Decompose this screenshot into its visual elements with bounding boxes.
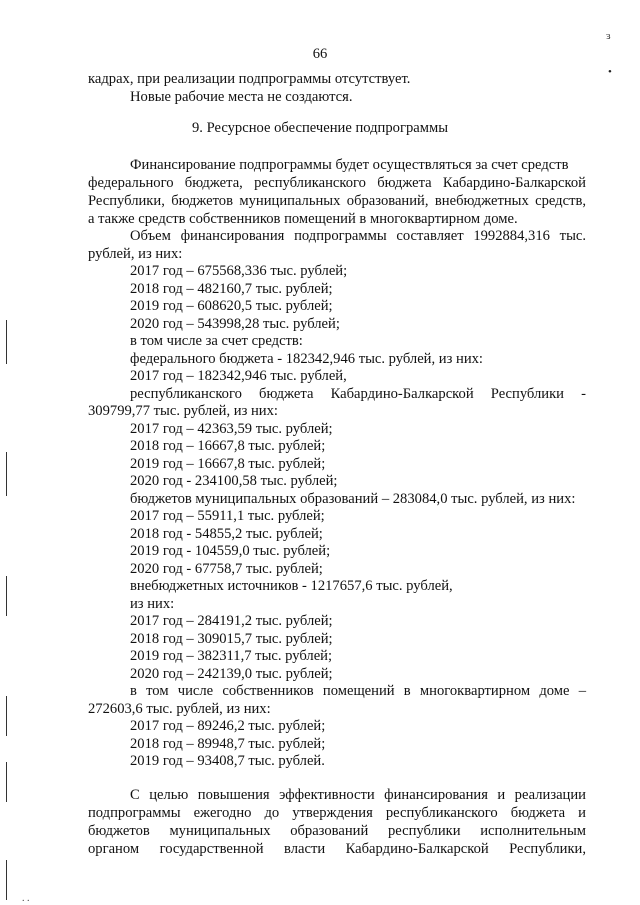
text-line: 2018 год – 89948,7 тыс. рублей; [130, 736, 326, 752]
text-line: 309799,77 тыс. рублей, из них: [88, 403, 278, 419]
text-line: С целью повышения эффективности финансирования и реализации [130, 787, 586, 803]
corner-mark: ɜ [606, 30, 611, 42]
text-line: 2018 год - 54855,2 тыс. рублей; [130, 526, 323, 542]
text-line: 2017 год – 89246,2 тыс. рублей; [130, 718, 326, 734]
text-line: федерального бюджета - 182342,946 тыс. рублей, из них: [130, 351, 483, 367]
speck-mark: • [608, 66, 612, 78]
text-line: а также средств собственников помещений в многоквартирном доме. [88, 211, 518, 227]
text-line: 272603,6 тыс. рублей, из них: [88, 701, 271, 717]
scan-edge-mark [6, 762, 7, 802]
page-number: 66 [312, 46, 328, 62]
text-line: внебюджетных источников - 1217657,6 тыс. рублей, [130, 578, 453, 594]
scan-edge-mark [6, 860, 7, 900]
text-line: 2020 год - 67758,7 тыс. рублей; [130, 561, 323, 577]
section-heading: 9. Ресурсное обеспечение подпрограммы [191, 120, 448, 136]
text-line: подпрограммы ежегодно до утверждения республиканского бюджета и [88, 805, 586, 821]
text-line: из них: [130, 596, 175, 612]
scan-edge-mark [6, 576, 7, 616]
text-line: органом государственной власти Кабардино-Балкарской Республики, [88, 841, 586, 857]
text-line: Объем финансирования подпрограммы составляет 1992884,316 тыс. [130, 228, 586, 244]
text-line: 2017 год – 42363,59 тыс. рублей; [130, 421, 333, 437]
text-line: 2020 год – 543998,28 тыс. рублей; [130, 316, 340, 332]
text-line: 2017 год – 182342,946 тыс. рублей, [130, 368, 347, 384]
text-line: в том числе собственников помещений в многоквартирном доме – [130, 683, 586, 699]
text-line: 2019 год – 93408,7 тыс. рублей. [130, 753, 325, 769]
text-line: 2020 год – 242139,0 тыс. рублей; [130, 666, 333, 682]
text-line: бюджетов муниципальных образований республики исполнительным [88, 823, 586, 839]
text-line: 2019 год – 608620,5 тыс. рублей; [130, 298, 333, 314]
text-line: 2019 год - 104559,0 тыс. рублей; [130, 543, 331, 559]
text-line: 2019 год – 382311,7 тыс. рублей; [130, 648, 333, 664]
text-line: в том числе за счет средств: [130, 333, 303, 349]
text-line: Республики, бюджетов муниципальных образований, внебюджетных средств, [88, 193, 586, 209]
text-line: 2017 год – 55911,1 тыс. рублей; [130, 508, 325, 524]
scan-edge-mark [6, 320, 7, 364]
text-line: 2018 год – 16667,8 тыс. рублей; [130, 438, 326, 454]
scan-edge-mark [6, 452, 7, 496]
text-line: федерального бюджета, республиканского бюджета Кабардино-Балкарской [88, 175, 586, 191]
text-line: кадрах, при реализации подпрограммы отсутствует. [88, 71, 411, 87]
scan-edge-mark [6, 696, 7, 736]
scan-dots: . . [22, 893, 30, 904]
text-line: 2018 год – 309015,7 тыс. рублей; [130, 631, 333, 647]
text-line: бюджетов муниципальных образований – 283084,0 тыс. рублей, из них: [130, 491, 576, 507]
text-line: рублей, из них: [88, 246, 183, 262]
text-line: 2020 год - 234100,58 тыс. рублей; [130, 473, 338, 489]
text-line: 2019 год – 16667,8 тыс. рублей; [130, 456, 326, 472]
text-line: 2018 год – 482160,7 тыс. рублей; [130, 281, 333, 297]
text-line: Финансирование подпрограммы будет осуществляться за счет средств [130, 157, 569, 173]
text-line: 2017 год – 675568,336 тыс. рублей; [130, 263, 348, 279]
text-line: республиканского бюджета Кабардино-Балкарской Республики - [130, 386, 586, 402]
text-line: 2017 год – 284191,2 тыс. рублей; [130, 613, 333, 629]
text-line: Новые рабочие места не создаются. [130, 89, 353, 105]
